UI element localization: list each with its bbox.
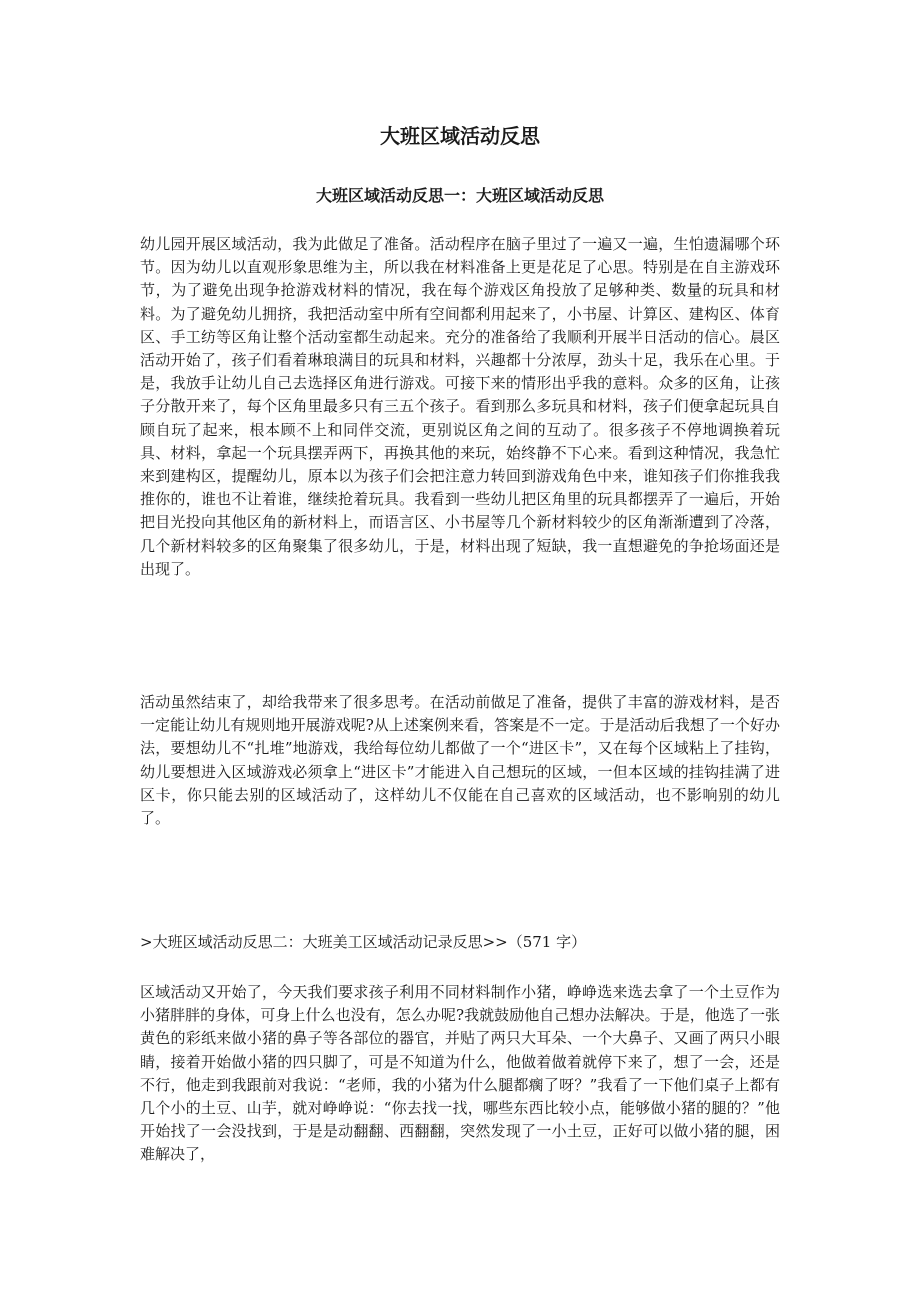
paragraph-1: 幼儿园开展区域活动，我为此做足了准备。活动程序在脑子里过了一遍又一遍，生怕遗漏哪个环节。因为幼儿以直观形象思维为主，所以我在材料准备上更是花足了心思。特别是在自主游戏环节，为了避免出现争抢游戏材料的情况，我在每个游戏区角投放了足够种类、数量的玩具和材料。为了避免幼儿拥挤，我把活动室中所有空间都利用起来了，小书屋、计算区、建构区、体育区、手工纺等区角让整个活动室都生动起来。充分的准备给了我顺利开展半日活动的信心。晨区活动开始了，孩子们看着琳琅满目的玩具和材料，兴趣都十分浓厚，劲头十足，我乐在心里。于是，我放手让幼儿自己去选择区角进行游戏。可接下来的情形出乎我的意料。众多的区角，让孩子分散开来了，每个区角里最多只有三五个孩子。看到那么多玩具和材料，孩子们便拿起玩具自顾自玩了起来，根本顾不上和同伴交流，更别说区角之间的互动了。很多孩子不停地调换着玩具、材料，拿起一个玩具摆弄两下，再换其他的来玩，始终静不下心来。看到这种情况，我急忙来到建构区，提醒幼儿，原本以为孩子们会把注意力转回到游戏角色中来，谁知孩子们你推我我推你的，谁也不让着谁，继续抢着玩具。我看到一些幼儿把区角里的玩具都摆弄了一遍后，开始把目光投向其他区角的新材料上，而语言区、小书屋等几个新材料较少的区角渐渐遭到了冷落，几个新材料较多的区角聚集了很多幼儿，于是，材料出现了短缺，我一直想避免的争抢场面还是出现了。 <box>140 235 780 578</box>
paragraph-2: 活动虽然结束了，却给我带来了很多思考。在活动前做足了准备，提供了丰富的游戏材料，是否一定能让幼儿有规则地开展游戏呢?从上述案例来看，答案是不一定。于是活动后我想了一个好办法，要想幼儿不“扎堆”地游戏，我给每位幼儿都做了一个“进区卡”，又在每个区域粘上了挂钩，幼儿要想进入区域游戏必须拿上“进区卡”才能进入自己想玩的区域，一但本区域的挂钩挂满了进区卡，你只能去别的区域活动了，这样幼儿不仅能在自己喜欢的区域活动，也不影响别的幼儿了。 <box>140 693 780 828</box>
paragraph-3: 区域活动又开始了，今天我们要求孩子利用不同材料制作小猪，峥峥选来选去拿了一个土豆作为小猪胖胖的身体，可身上什么也没有，怎么办呢?我就鼓励他自己想办法解决。于是，他选了一张黄色的彩纸来做小猪的鼻子等各部位的器官，并贴了两只大耳朵、一个大鼻子、又画了两只小眼睛，接着开始做小猪的四只脚了，可是不知道为什么，他做着做着就停下来了，想了一会，还是不行，他走到我跟前对我说：“老师，我的小猪为什么腿都瘸了呀？”我看了一下他们桌子上都有几个小的土豆、山芋，就对峥峥说：“你去找一找，哪些东西比较小点，能够做小猪的腿的？”他开始找了一会没找到，于是是动翻翻、西翻翻，突然发现了一小土豆，正好可以做小猪的腿，困难解决了， <box>140 983 780 1164</box>
section-heading-1: 大班区域活动反思一：大班区域活动反思 <box>315 186 604 205</box>
section-link-2[interactable]: >大班区域活动反思二：大班美工区域活动记录反思>>（571 字） <box>140 933 587 951</box>
document-title: 大班区域活动反思 <box>380 124 540 148</box>
